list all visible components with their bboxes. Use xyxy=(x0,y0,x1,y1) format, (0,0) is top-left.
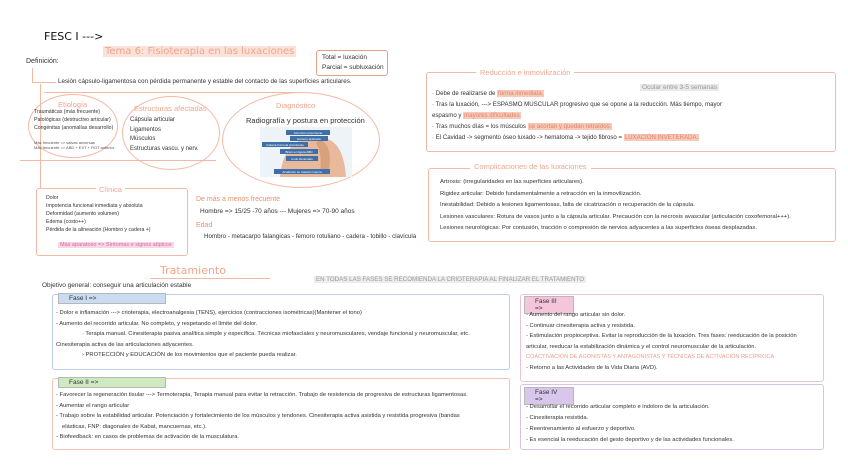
figure-label: Húmero aplanado xyxy=(297,137,321,141)
estructuras-list xyxy=(130,116,199,154)
fase2-line: elásticas, FNP: diagonales de Kabat, mancuernas, etc.). xyxy=(62,423,207,430)
complicacion-item: Rigidez articular: Debido fundamentalmente a retracción en la inmovilización. xyxy=(440,190,642,197)
fase1-line: › PROTECCIÓN y EDUCACIÓN de los movimientos que el paciente pueda realizar. xyxy=(82,352,297,358)
tratamiento-objective: Objetivo general: conseguir una articulación estable xyxy=(42,282,192,289)
frecuencia-sex: Hombre => 15/25 -70 años --- Mujeres => 70-90 años xyxy=(200,208,355,215)
shoulder-figure xyxy=(260,127,352,177)
fase3-highlight-line: COACTIVACIÓN DE AGONISTAS Y ANTAGONISTAS Y TÉCNICAS DE ACTIVACIÓN RECÍPROCA xyxy=(526,354,775,360)
fesc-heading: FESC I ---> xyxy=(44,30,104,43)
etiologia-notes xyxy=(34,140,114,150)
reduccion-highlight: forma inmediata. xyxy=(498,90,544,97)
definition-label: Definición: xyxy=(26,58,59,65)
clinica-item: Deformidad (aumento volumen) xyxy=(46,211,119,217)
reduccion-title: Reducción e inmovilización xyxy=(476,68,574,77)
estructura-item: Estructuras vascu. y nerv. xyxy=(130,145,199,152)
reduccion-line xyxy=(432,88,722,99)
figure-label: Brazo en ligera ABD xyxy=(285,150,313,154)
complicacion-item: Artrosis: (irregularidades en las superficies articulares). xyxy=(440,179,584,185)
etiologia-list xyxy=(34,108,113,132)
reduccion-highlight: LUXACIÓN INVETERADA. xyxy=(624,134,699,141)
fase1-label: Fase I => xyxy=(58,293,166,304)
fase1-line: Cinesiterapia activa de las articulaciones adyacentes. xyxy=(56,341,194,348)
frecuencia-locations: Hombro - metacarpo falangicas - femoro rotuliano - cadera - tobillo - clavícula xyxy=(204,233,417,240)
fase4-line: - Es esencial la reeducación del gesto deportivo y de las actividades funcionales. xyxy=(526,437,734,443)
luxacion-types-box xyxy=(316,50,388,76)
fase4-label: Fase IV => xyxy=(524,387,574,405)
fase1-line: - Aumento del recorrido articular. No completo, y respetando el límite del dolor. xyxy=(56,320,258,327)
clinica-title: Clínica xyxy=(96,185,125,194)
reduccion-line xyxy=(432,121,722,132)
partial-label: Parcial = subluxación xyxy=(322,64,384,71)
complicaciones-title: Complicaciones de las luxaciones xyxy=(470,162,591,171)
fase2-content xyxy=(56,390,468,443)
clinica-footer: Más aparatoso => Síntomas e signos atípicos xyxy=(60,242,172,248)
fase2-line: - Trabajo sobre la estabilidad articular. Potenciación y fortalecimiento de los músculos y tendones. Cinesiterapia activa asistida y resistida progresiva (bandas xyxy=(56,413,460,419)
figure-label: Acromion prominente xyxy=(293,131,323,135)
fase3-line: - Retorno a las Actividades de la Vida Diaria (AVD). xyxy=(526,364,658,371)
fase2-line: - Biofeedback: en casos de problemas de activación de la musculatura. xyxy=(56,434,240,440)
estructura-item: Músculos xyxy=(130,136,156,143)
fase4-line: - Cinesiterapia resistida. xyxy=(526,415,589,421)
definition-text: Lesión cápsulo-ligamentosa con pérdida permanente y estable del contacto de las superficies articulares. xyxy=(58,78,352,85)
frecuencia-title: De más a menos frecuente xyxy=(196,196,281,203)
clinica-item: Dolor xyxy=(46,195,59,201)
fase3-line: - Continuar cinesiterapia activa y resistida. xyxy=(526,322,635,329)
etiologia-item: Patológicas (destructivo articular) xyxy=(34,117,111,123)
reduccion-highlight: mayores dificultades xyxy=(464,112,520,119)
fase2-line: - Aumentar el rango articular xyxy=(56,402,130,409)
topic-title: Tema 6: Fisioterapia en las luxaciones xyxy=(105,46,295,57)
diagnostico-title: Diagnóstico xyxy=(276,101,316,110)
etiologia-note: Más frecuente => ABD + EXT + ROT anterior xyxy=(34,145,115,150)
figure-label: Antebrazo en rotación interna xyxy=(282,170,322,174)
total-label: Total = luxación xyxy=(322,54,367,61)
fase2-line: - Favorecer la regeneración tisular ---> Termoterapia, Terapia manual para evitar la retracción. Trabajo de resistencia de progresiva de estructuras ligamentosas. xyxy=(56,392,468,398)
clinica-list xyxy=(46,194,151,234)
complicacion-item: Lesiones neurológicas: Por contusión, tracción o compresión de nervios adyacentes a las superficies óseas desplazadas. xyxy=(440,225,757,231)
estructuras-title: Estructuras afectadas xyxy=(134,104,207,113)
clinica-item: Pérdida de la alineación (Hombro y cadera +) xyxy=(46,227,151,233)
reduccion-line-text: · Debe de realizarse de xyxy=(432,90,498,97)
diagnostico-text: Radiografía y postura en protección xyxy=(246,116,365,125)
fase3-content xyxy=(526,310,797,373)
reduccion-note: Ocular entre 3-5 semanas xyxy=(642,84,718,91)
etiologia-item: Congénitas (anomalías desarrollo) xyxy=(34,125,114,131)
fase4-line: - Desarrollar el recorrido articular completo e indoloro de la articulación. xyxy=(526,404,710,410)
fase1-line: · Terapia manual. Cinesiterapia pasiva analítica simple y específica. Técnicas miofasciales y neuromusculares, vendaje funcional y neuromuscular, etc. xyxy=(82,331,470,337)
reduccion-line-text: · El Cavidad -> segmento óseo luxado -> hematoma -> tejido fibroso = xyxy=(432,134,624,141)
fase2-label: Fase II => xyxy=(58,377,166,388)
reduccion-line-text: espasmo y xyxy=(432,112,464,119)
fase4-line: - Reentrenamiento al esfuerzo y deportivo. xyxy=(526,426,636,432)
tratamiento-title: Tratamiento xyxy=(160,264,226,277)
clinica-item: Impotencia funcional inmediata y absoluta xyxy=(46,203,143,209)
reduccion-line-text: · Tras la luxación, ---> ESPASMO MUSCULAR progresivo que se opone a la reducción. Más tiempo, mayor xyxy=(432,101,722,108)
frecuencia-edad: Edad xyxy=(196,222,213,229)
figure-label: Cabeza humeral prominente xyxy=(266,143,304,147)
fase3-label: Fase III => xyxy=(524,296,574,314)
crioterapia-note: EN TODAS LAS FASES SE RECOMIENDA LA CRIOTERAPIA AL FINALIZAR EL TRATAMIENTO xyxy=(316,276,585,283)
clinica-item: Edema (costo++) xyxy=(46,219,86,225)
reduccion-line xyxy=(432,132,722,143)
fase3-line: articular, reeducar la estabilización dinámica y el control neuromuscular de la articulación. xyxy=(526,343,757,350)
complicaciones-list xyxy=(440,177,791,235)
fase4-content xyxy=(526,402,734,446)
estructura-item: Ligamentos xyxy=(130,126,162,133)
fase1-line: - Dolor e inflamación ---> crioterapia, electroanalgesia (TENS), ejercicios (contracciones isométricas)(Mantener el tono) xyxy=(56,310,362,316)
reduccion-line xyxy=(432,99,722,110)
fase3-line: - Estimulación propioceptiva. Evitar la reproducción de la luxación. Tres fases: reeducación de la posición xyxy=(526,333,797,339)
reduccion-line xyxy=(432,110,722,121)
etiologia-item: Traumáticas (más frecuente) xyxy=(34,109,101,115)
fase3-line: - Aumento del rango articular sin dolor. xyxy=(526,312,626,318)
reduccion-text xyxy=(432,88,722,143)
estructura-item: Cápsula articular xyxy=(130,117,176,123)
etiologia-title: Etiología xyxy=(58,100,88,109)
figure-label: Codo flexionado xyxy=(291,157,313,161)
complicacion-item: Inestabilidad: Debido a lesiones ligamentosas, falta de cicatrización o recuperación de la cápsula. xyxy=(440,202,695,208)
complicacion-item: Lesiones vasculares: Rotura de vasos junto a la cápsula articular. Precaución con la necrosis avascular (articulación coxofemoral+++). xyxy=(440,213,791,220)
reduccion-highlight: se acortan y quedan retraídos. xyxy=(528,123,612,130)
etiologia-note: Más frecuente => salvas anversas xyxy=(34,140,95,145)
fase1-content xyxy=(56,308,470,361)
reduccion-line-text: · Tras muchos días = los músculos xyxy=(432,123,528,130)
